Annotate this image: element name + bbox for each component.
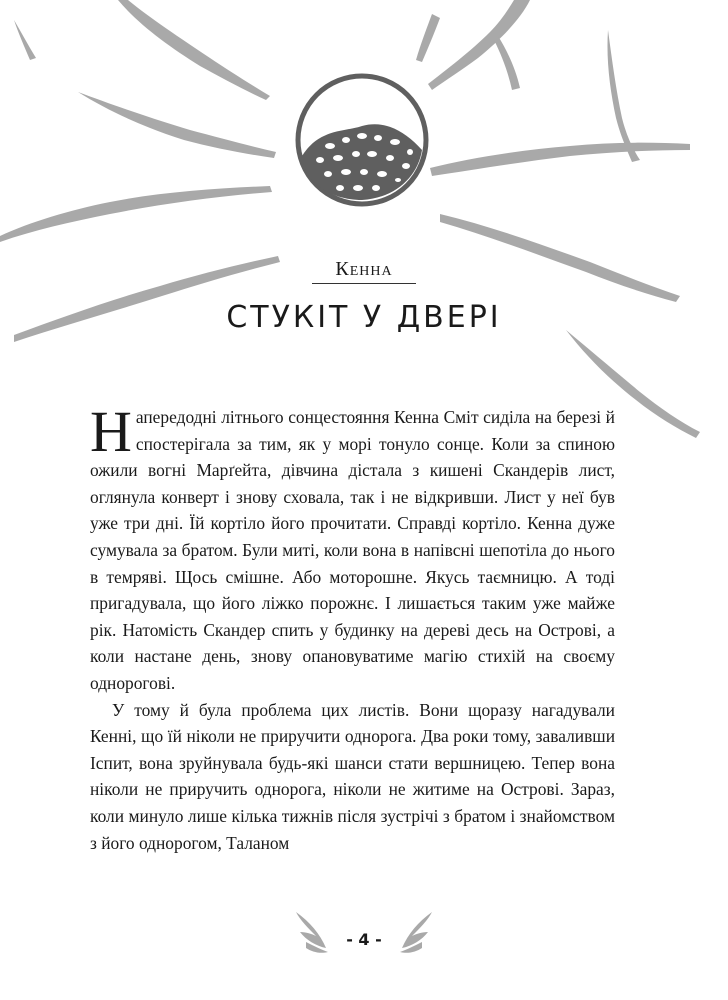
chapter-label-underline [312,283,416,284]
emblem-icon [298,76,426,204]
chapter-character-label: Кенна [335,258,393,280]
drop-cap: Н [90,399,132,464]
paragraph-1-text: апередодні літнього сонцестояння Кенна Сміт сиділа на березі й спостерігала за тим, як у морі тонуло сонце. Коли за спиною ожили вогні Марґейта, дівчина дістала з кишені Скандерів лист, оглянула конверт і знову сховала, так і не відкривши. Лист у неї був уже три дні. Їй кортіло його прочитати. Справді кортіло. Кенна дуже сумувала за братом. Були миті, коли вона в напівсні шепотіла до нього в темряві. Щось смішне. Або моторошне. Якусь таємницю. А тоді пригадувала, що його ліжко порожнє. І лишається таким уже майже рік. Натомість Скандер спить у будинку на дереві десь на Острові, а коли настане день, знову опановуватиме магію стихій на своєму однорогові. [90,407,615,693]
paragraph-2: У тому й була проблема цих листів. Вони щоразу нагадували Кенні, що їй ніколи не приручити однорога. Два роки тому, заваливши Іспит, вона зруйнувала будь-які шанси стати вершницею. Тепер вона ніколи не приручить однорога, ніколи не житиме на Острові. Зараз, коли минуло лише кілька тижнів після зустрічі з братом і знайомством з його однорогом, Таланом [90,699,615,853]
page-number: - 4 - [346,930,382,949]
paragraph-1 [90,399,615,697]
chapter-title: СТУКІТ У ДВЕРІ [226,300,502,335]
chapter-body-text [90,399,615,856]
radiating-brush-strokes [0,0,700,438]
